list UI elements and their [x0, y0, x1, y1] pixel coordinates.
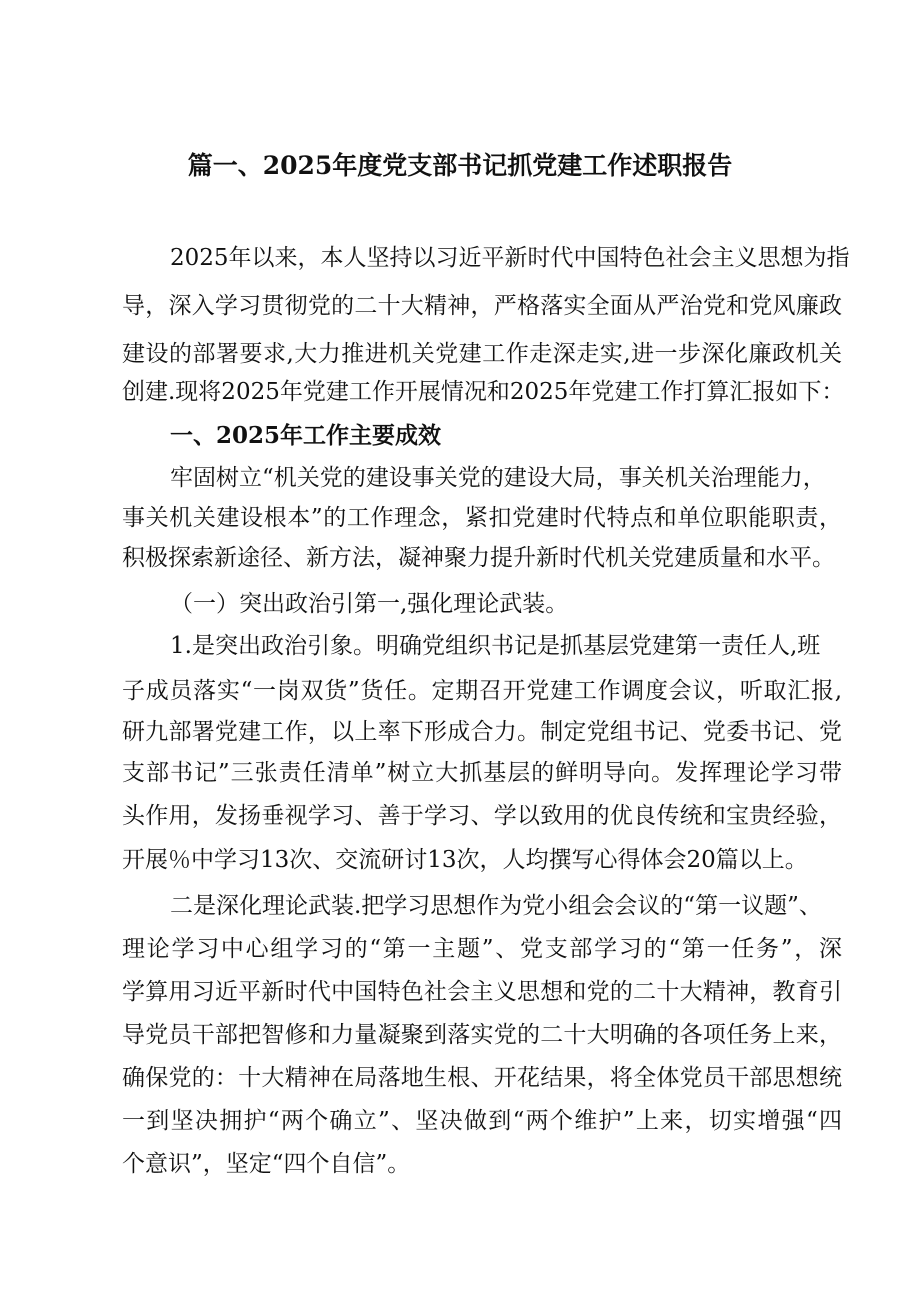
paragraph-line: 导，深入学习贯彻党的二十大精神，严格落实全面从严治党和党风廉政: [122, 293, 842, 319]
paragraph-line: 建设的部署要求,大力推进机关党建工作走深走实,进一步深化廉政机关: [122, 341, 842, 367]
paragraph-line: 事关机关建设根本”的工作理念，紧扣党建时代特点和单位职能职责，: [122, 505, 842, 531]
paragraph-line: 确保党的：十大精神在局落地生根、开花结果，将全体党员干部思想统: [122, 1065, 842, 1091]
paragraph-line: 创建.现将2025年党建工作开展情况和2025年党建工作打算汇报如下：: [122, 379, 845, 405]
paragraph-line: 牢固树立“机关党的建设事关党的建设大局，事关机关治理能力，: [170, 465, 826, 491]
paragraph-line: 理论学习中心组学习的“第一主题”、党支部学习的“第一任务”，深: [122, 936, 842, 962]
document-title: 篇一、2025年度党支部书记抓党建工作述职报告: [187, 151, 733, 180]
paragraph-line: 1.是突出政治引象。明确党组织书记是抓基层党建第一责任人,班: [170, 633, 821, 659]
paragraph-line: 开展％中学习13次、交流研讨13次，人均撰写心得体会20篇以上。: [122, 847, 808, 873]
paragraph-line: 研九部署党建工作，以上率下形成合力。制定党组书记、党委书记、党: [122, 719, 842, 745]
subsection-heading: （一）突出政治引第一,强化理论武装。: [170, 591, 569, 617]
paragraph-line: 一到坚决拥护“两个确立”、坚决做到“两个维护”上来，切实增强“四: [122, 1108, 842, 1134]
paragraph-line: 学算用习近平新时代中国特色社会主义思想和党的二十大精神，教育引: [122, 979, 842, 1005]
paragraph-line: 个意识”，坚定“四个自信”。: [122, 1151, 411, 1177]
paragraph-line: 支部书记”三张责任清单”树立大抓基层的鲜明导向。发挥理论学习带: [122, 760, 842, 786]
paragraph-line: 导党员干部把智修和力量凝聚到落实党的二十大明确的各项任务上来，: [122, 1022, 842, 1048]
paragraph-line: 积极探索新途径、新方法，凝神聚力提升新时代机关党建质量和水平。: [122, 545, 835, 571]
section-heading: 一、2025年工作主要成效: [170, 422, 442, 449]
paragraph-line: 2025年以来，本人坚持以习近平新时代中国特色社会主义思想为指: [170, 245, 850, 271]
paragraph-line: 子成员落实“一岗双货”货任。定期召开党建工作调度会议，听取汇报,: [122, 678, 842, 704]
paragraph-line: 头作用，发扬垂视学习、善于学习、学以致用的优良传统和宝贵经验，: [122, 803, 842, 829]
paragraph-line: 二是深化理论武装.把学习思想作为党小组会会议的“第一议题”、: [170, 893, 822, 919]
